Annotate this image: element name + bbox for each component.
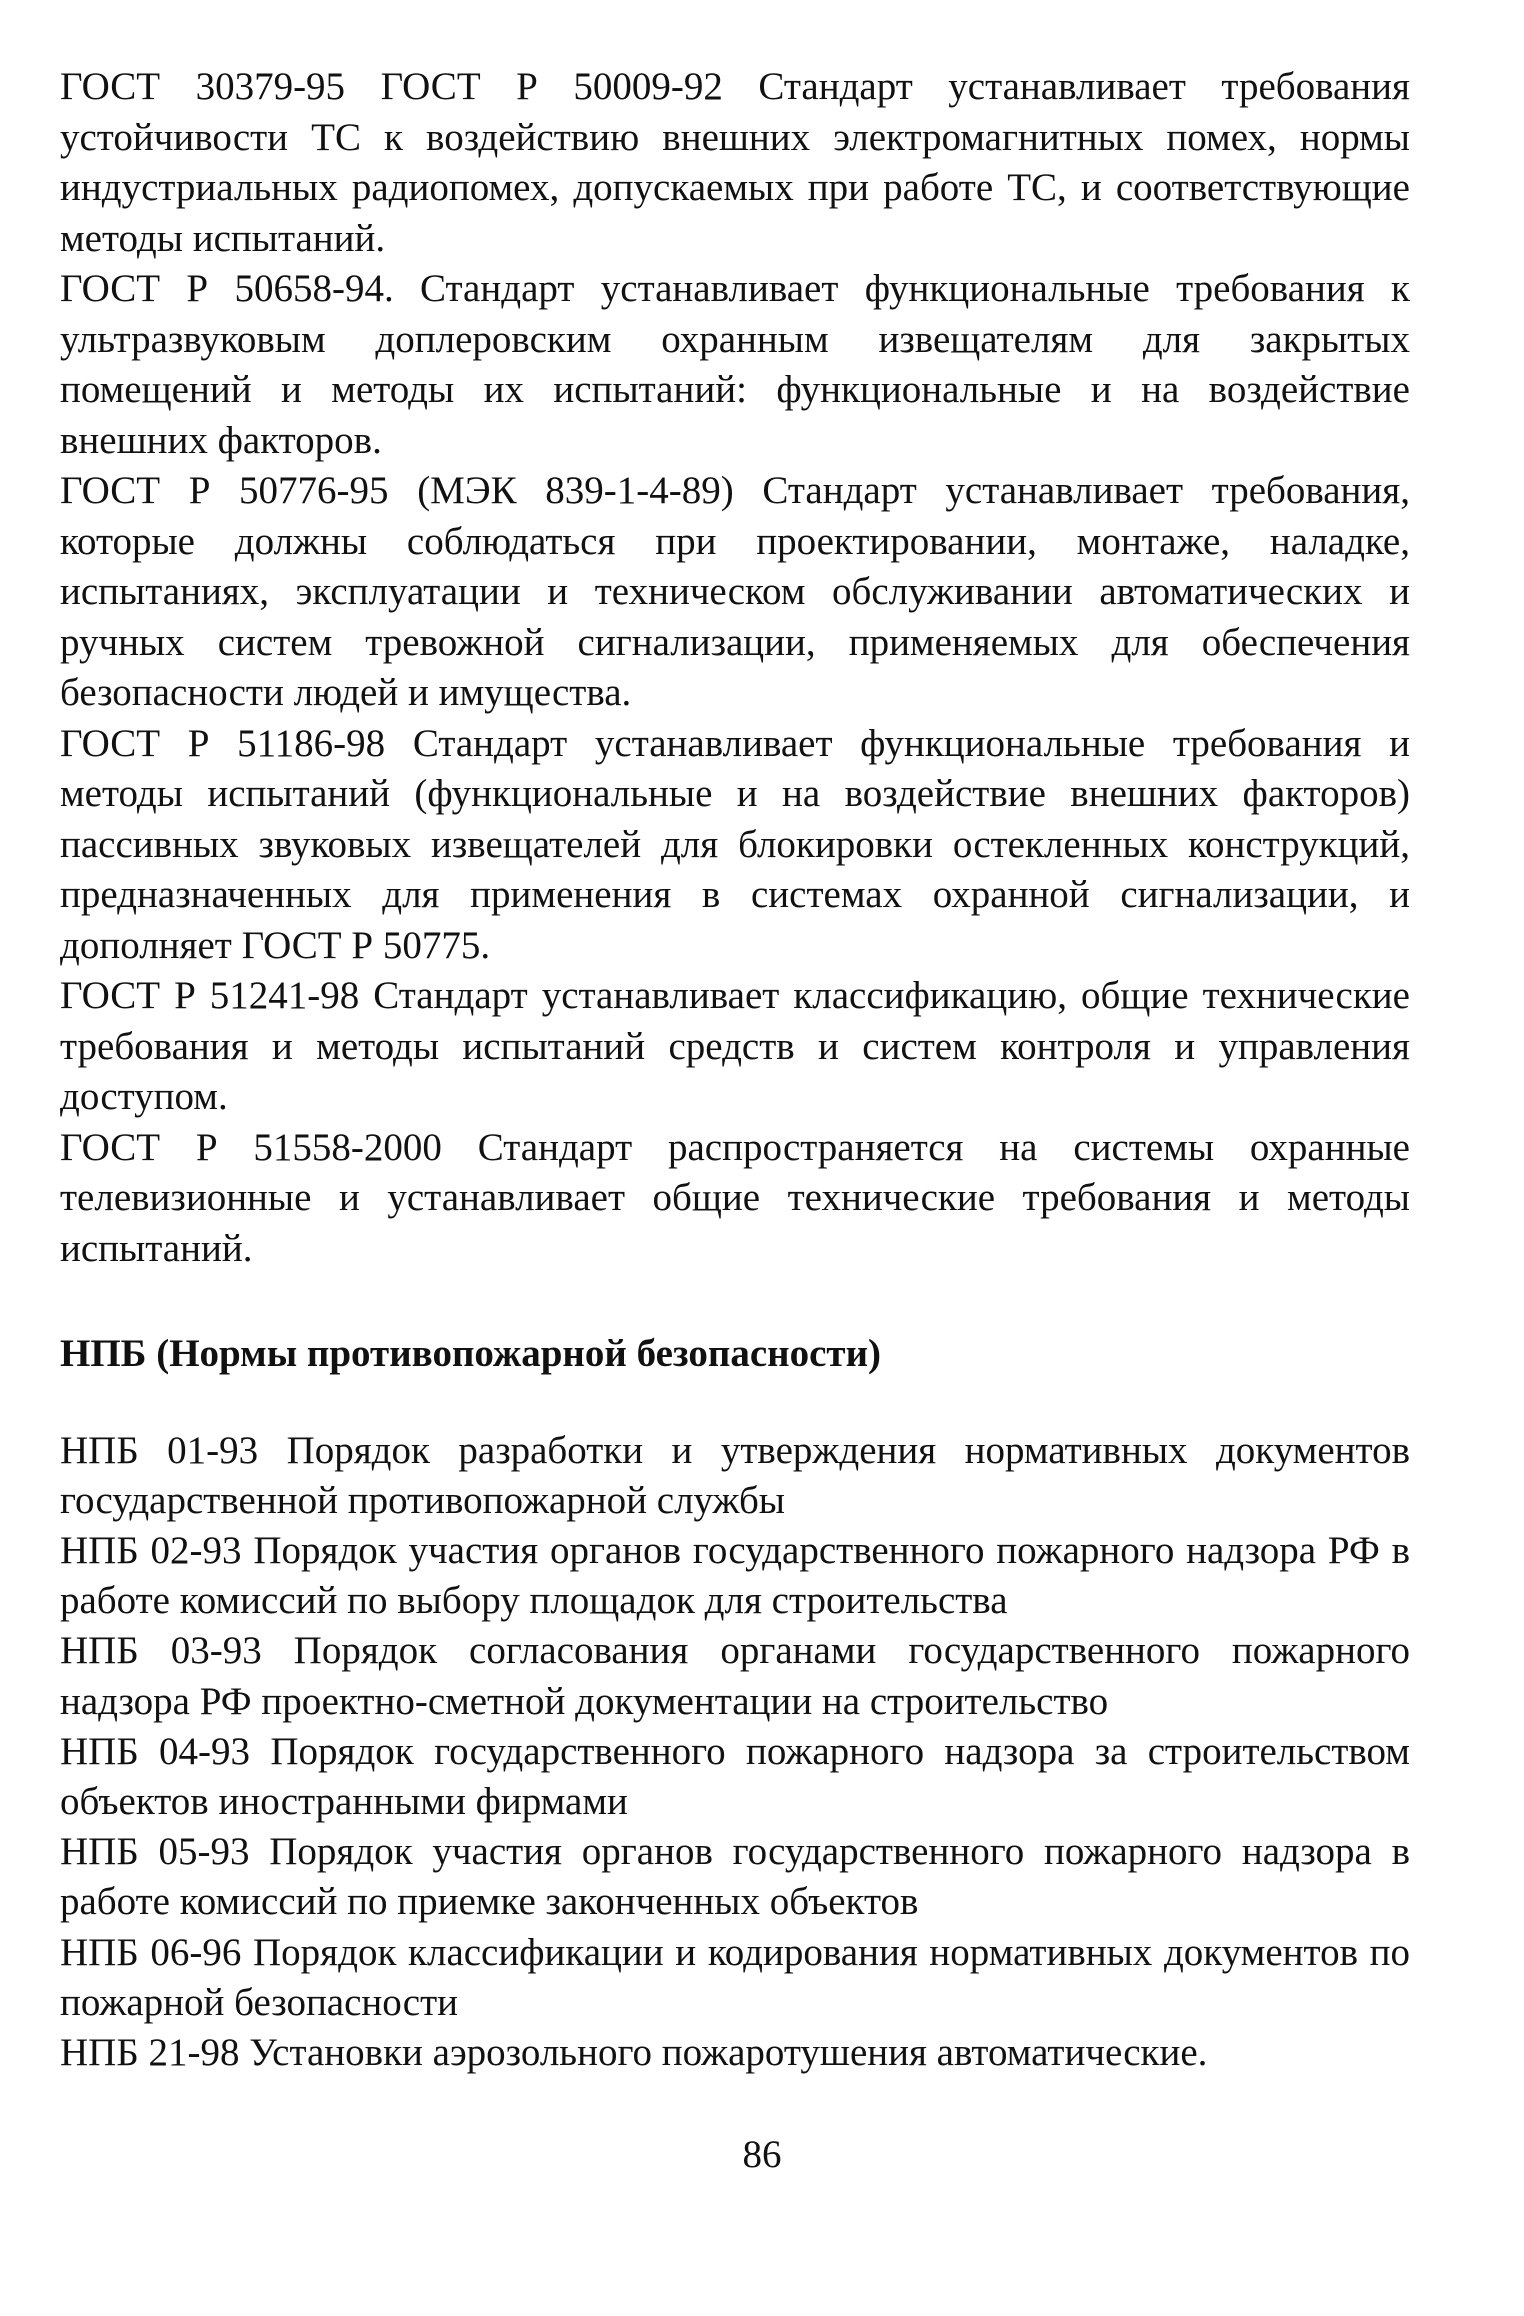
gost-entry: ГОСТ Р 51241-98 Стандарт устанавливает классификацию, общие технические требования и методы испытаний средств и систем контроля и управления доступом.: [60, 974, 1410, 1118]
npb-entry: НПБ 21-98 Установки аэрозольного пожаротушения автоматические.: [60, 2030, 1208, 2074]
gost-entry: ГОСТ Р 51186-98 Стандарт устанавливает функциональные требования и методы испытаний (функциональные и на воздействие внешних факторов) пассивных звуковых извещателей для блокировки остекленных конструкций, предназначенных для применения в системах охранной сигнализации, и дополняет ГОСТ Р 50775.: [60, 721, 1410, 967]
npb-entry: НПБ 04-93 Порядок государственного пожарного надзора за строительством объектов иностранными фирмами: [60, 1729, 1410, 1823]
npb-entry: НПБ 02-93 Порядок участия органов государственного пожарного надзора РФ в работе комиссий по выбору площадок для строительства: [60, 1528, 1410, 1623]
npb-entry: НПБ 03-93 Порядок согласования органами государственного пожарного надзора РФ проектно-сметной документации на строительство: [60, 1629, 1410, 1723]
section-heading: НПБ (Нормы противопожарной безопасности): [60, 1332, 882, 1375]
page-number: 86: [742, 2133, 782, 2176]
gost-standards-list: [60, 62, 1410, 1274]
gost-entry: ГОСТ Р 50658-94. Стандарт устанавливает функциональные требования к ультразвуковым доплеровским охранным извещателям для закрытых помещений и методы их испытаний: функциональные и на воздействие внешних факторов.: [60, 267, 1410, 462]
gost-entry: ГОСТ Р 51558-2000 Стандарт распространяется на системы охранные телевизионные и устанавливает общие технические требования и методы испытаний.: [60, 1125, 1410, 1270]
npb-entry: НПБ 06-96 Порядок классификации и кодирования нормативных документов по пожарной безопасности: [60, 1930, 1410, 2024]
npb-entry: НПБ 01-93 Порядок разработки и утверждения нормативных документов государственной противопожарной службы: [60, 1428, 1410, 1522]
npb-standards-list: [60, 1426, 1410, 2079]
document-page: [60, 62, 1410, 2316]
gost-entry: ГОСТ 30379-95 ГОСТ Р 50009-92 Стандарт устанавливает требования устойчивости ТС к воздействию внешних электромагнитных помех, нормы индустриальных радиопомех, допускаемых при работе ТС, и соответствующие методы испытаний.: [60, 65, 1410, 260]
npb-entry: НПБ 05-93 Порядок участия органов государственного пожарного надзора в работе комиссий по приемке законченных объектов: [60, 1830, 1410, 1924]
gost-entry: ГОСТ Р 50776-95 (МЭК 839-1-4-89) Стандарт устанавливает требования, которые должны соблюдаться при проектировании, монтаже, наладке, испытаниях, эксплуатации и техническом обслуживании автоматических и ручных систем тревожной сигнализации, применяемых для обеспечения безопасности людей и имущества.: [60, 469, 1410, 714]
